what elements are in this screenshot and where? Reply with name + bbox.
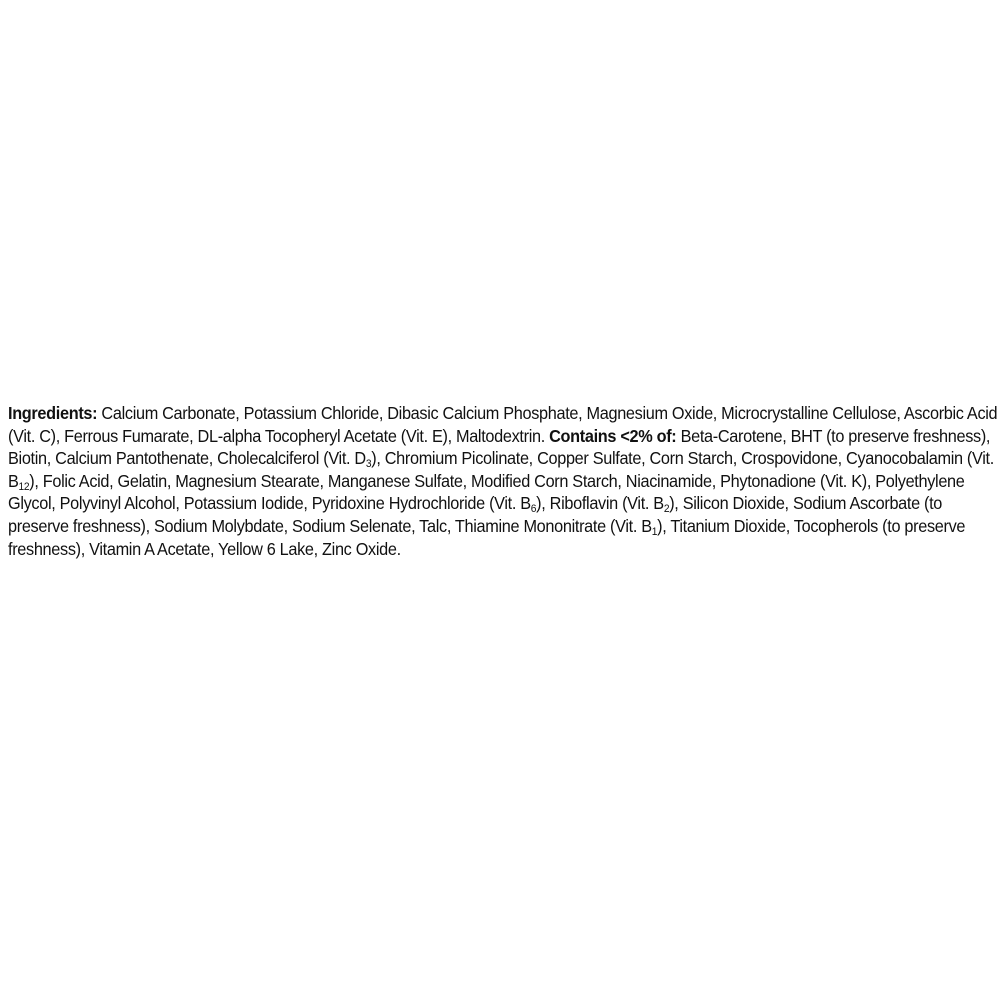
ingredients-text-5: ), Riboflavin (Vit. B (536, 493, 664, 514)
ingredients-text-3: ), Chromium Picolinate, Copper Sulfate, Corn Starch, Crospovidone, Cyanocobalamin (Vit. B (8, 448, 994, 491)
ingredients-text-2: Beta-Carotene, BHT (to preserve freshness), Biotin, Calcium Pantothenate, Cholecalciferol (Vit. D (8, 425, 991, 469)
ingredients-text-7: ), Titanium Dioxide, Tocopherols (to preserve freshness), Vitamin A Acetate, Yellow 6 Lake, Zinc Oxide. (8, 515, 966, 559)
ingredients-paragraph (8, 402, 998, 560)
contains-heading: Contains <2% of: (549, 425, 677, 446)
ingredients-text-6: ), Silicon Dioxide, Sodium Ascorbate (to preserve freshness), Sodium Molybdate, Sodium Selenate, Talc, Thiamine Mononitrate (Vit. B (8, 493, 943, 536)
subscript-b6: 6 (530, 503, 537, 516)
ingredients-heading: Ingredients: (8, 403, 98, 423)
subscript-b12: 12 (18, 480, 30, 493)
subscript-b2: 2 (663, 503, 670, 516)
subscript-d3: 3 (365, 458, 372, 471)
ingredients-text-1: Calcium Carbonate, Potassium Chloride, Dibasic Calcium Phosphate, Magnesium Oxide, Microcrystalline Cellulose, Ascorbic Acid (Vit. C), Ferrous Fumarate, DL-alpha Tocopheryl Acetate (Vit. E), Maltodextrin. (8, 403, 998, 446)
ingredients-panel (8, 402, 998, 560)
ingredients-text-4: ), Folic Acid, Gelatin, Magnesium Stearate, Manganese Sulfate, Modified Corn Starch, Niacinamide, Phytonadione (Vit. K), Polyethylene Glycol, Polyvinyl Alcohol, Potassium Iodide, Pyridoxine Hydrochloride (Vit. B (8, 470, 965, 514)
subscript-b1: 1 (651, 525, 658, 538)
